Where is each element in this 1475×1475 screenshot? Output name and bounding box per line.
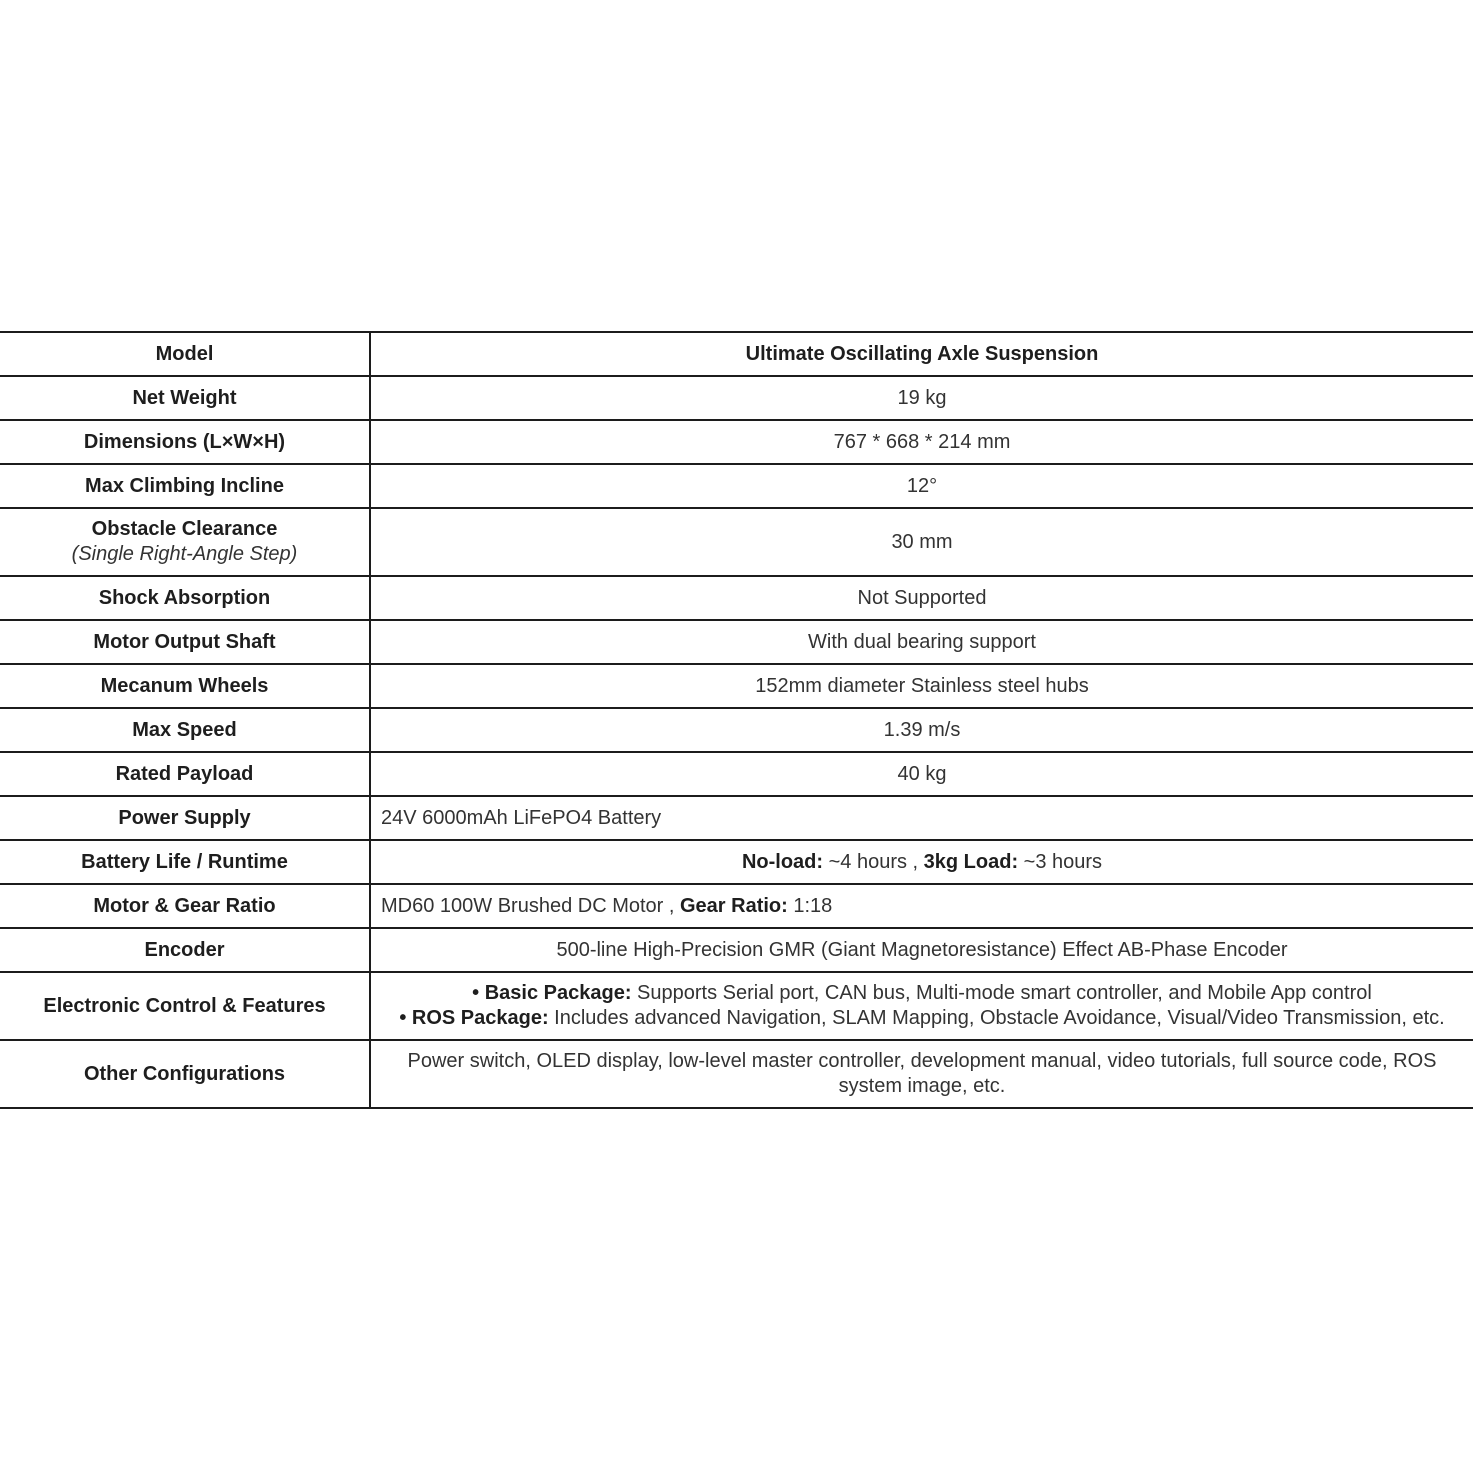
row-label: Obstacle Clearance: [91, 518, 278, 540]
ros-package-line: [381, 1006, 1463, 1031]
row-value: 24V 6000mAh LiFePO4 Battery: [370, 796, 1473, 840]
table-row: [0, 796, 1473, 840]
row-label: Rated Payload: [0, 752, 370, 796]
row-label-cell: [0, 508, 370, 576]
table-row: [0, 708, 1473, 752]
row-value-cell: [370, 840, 1473, 884]
row-value: 12°: [370, 464, 1473, 508]
row-label: Encoder: [0, 928, 370, 972]
motor-value: MD60 100W Brushed DC Motor ,: [381, 894, 680, 917]
row-value-cell: [370, 972, 1473, 1040]
row-label: Max Climbing Incline: [0, 464, 370, 508]
table-row: [0, 664, 1473, 708]
row-value: 152mm diameter Stainless steel hubs: [370, 664, 1473, 708]
row-label: Other Configurations: [0, 1040, 370, 1108]
table-row: [0, 1040, 1473, 1108]
table-row: [0, 752, 1473, 796]
noload-value: ~4 hours ,: [823, 850, 924, 873]
row-sublabel: (Single Right-Angle Step): [71, 543, 298, 565]
row-label: Model: [0, 332, 370, 376]
table-row: [0, 840, 1473, 884]
row-value: 40 kg: [370, 752, 1473, 796]
row-label: Electronic Control & Features: [0, 972, 370, 1040]
row-value: Not Supported: [370, 576, 1473, 620]
table-row: [0, 576, 1473, 620]
row-value: 19 kg: [370, 376, 1473, 420]
basic-package-value: Supports Serial port, CAN bus, Multi-mode smart controller, and Mobile App control: [631, 982, 1372, 1004]
table-row: [0, 972, 1473, 1040]
row-value: 30 mm: [370, 508, 1473, 576]
table-row: [0, 884, 1473, 928]
row-value: Power switch, OLED display, low-level master controller, development manual, video tutorials, full source code, ROS system image, etc.: [370, 1040, 1473, 1108]
row-label: Power Supply: [0, 796, 370, 840]
row-value: With dual bearing support: [370, 620, 1473, 664]
gear-label: Gear Ratio:: [680, 894, 788, 917]
row-label: Motor & Gear Ratio: [0, 884, 370, 928]
row-value: 767 * 668 * 214 mm: [370, 420, 1473, 464]
table-row: [0, 464, 1473, 508]
ros-package-label: • ROS Package:: [399, 1007, 549, 1029]
row-value-cell: [370, 884, 1473, 928]
load-label: 3kg Load:: [923, 850, 1019, 873]
noload-label: No-load:: [741, 850, 824, 873]
row-value: Ultimate Oscillating Axle Suspension: [370, 332, 1473, 376]
row-value: 1.39 m/s: [370, 708, 1473, 752]
row-label: Motor Output Shaft: [0, 620, 370, 664]
table-row: [0, 376, 1473, 420]
row-label: Dimensions (L×W×H): [0, 420, 370, 464]
ros-package-value: Includes advanced Navigation, SLAM Mapping, Obstacle Avoidance, Visual/Video Transmission, etc.: [548, 1007, 1445, 1029]
load-value: ~3 hours: [1018, 850, 1103, 873]
row-label: Max Speed: [0, 708, 370, 752]
row-label: Shock Absorption: [0, 576, 370, 620]
row-label: Battery Life / Runtime: [0, 840, 370, 884]
table-row: [0, 620, 1473, 664]
row-label: Net Weight: [0, 376, 370, 420]
basic-package-label: • Basic Package:: [472, 982, 632, 1004]
row-value: 500-line High-Precision GMR (Giant Magnetoresistance) Effect AB-Phase Encoder: [370, 928, 1473, 972]
row-label: Mecanum Wheels: [0, 664, 370, 708]
basic-package-line: [381, 981, 1463, 1006]
table-row: [0, 508, 1473, 576]
table-row: [0, 332, 1473, 376]
spec-table: [0, 331, 1473, 1109]
gear-value: 1:18: [787, 894, 833, 917]
table-row: [0, 420, 1473, 464]
table-row: [0, 928, 1473, 972]
